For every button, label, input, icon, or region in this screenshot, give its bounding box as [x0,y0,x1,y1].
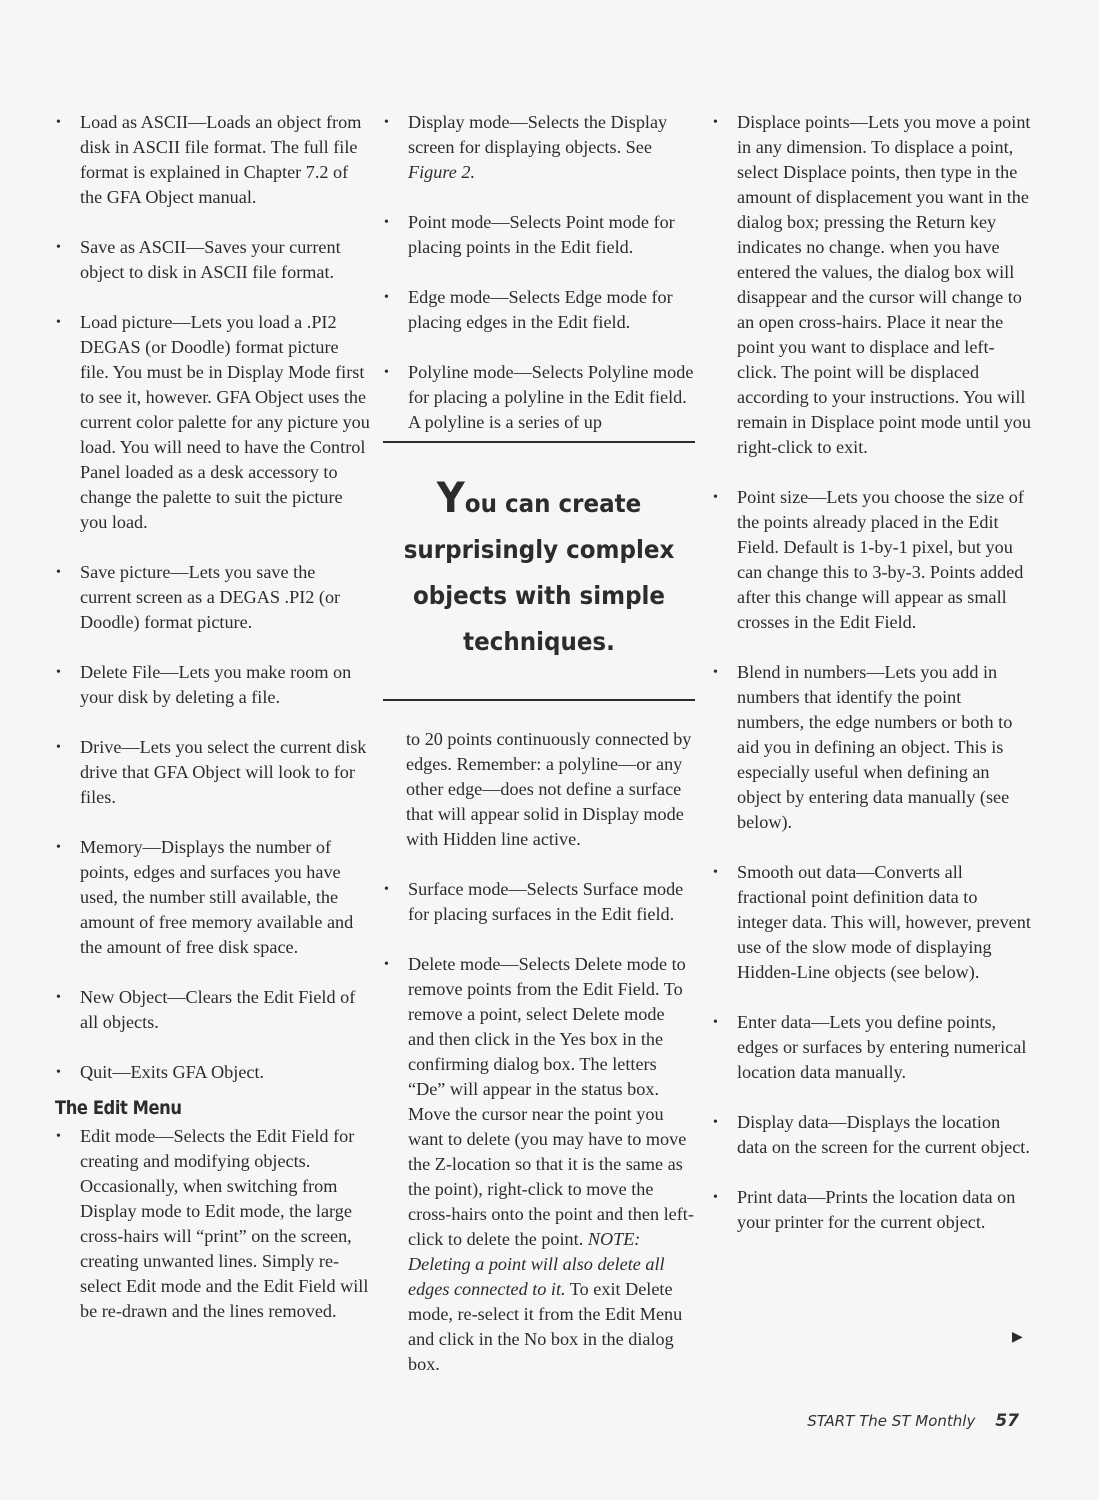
bullet-icon: • [384,957,389,972]
bullet-icon: • [56,240,61,255]
list-item: • Load picture—Lets you load a .PI2 DEGAS (or Doodle) format picture file. You must be in Display Mode first to see it, however. GFA Object uses the current color palette for any picture you load. You will need to have the Control Panel loaded as a desk accessory to change the palette to suit the picture you load. [56,312,370,532]
list-item: • Drive—Lets you select the current disk drive that GFA Object will look to for files. [56,737,367,807]
bullet-icon: • [384,115,389,130]
list-item: • Blend in numbers—Lets you add in numbers that identify the point numbers, the edge numbers or both to aid you in defining an object. This is especially useful when defining an object by entering data manually (see below). [713,662,1013,832]
list-item: • Edit mode—Selects the Edit Field for creating and modifying objects. Occasionally, when switching from Display mode to Edit mode, the large cross-hairs will “print” on the screen, creating unwanted lines. Simply re-select Edit mode and the Edit Field will be re-drawn and the lines removed. [56,1126,369,1321]
bullet-icon: • [713,115,718,130]
list-item: • Point mode—Selects Point mode for placing points in the Edit field. [384,212,675,257]
publication-name: START The ST Monthly [807,1412,976,1430]
list-item: • New Object—Clears the Edit Field of all objects. [56,987,356,1032]
list-item: • Quit—Exits GFA Object. [55,1060,370,1085]
list-item: • Enter data—Lets you define points, edges or surfaces by entering numerical location data manually. [713,1012,1027,1082]
bullet-icon: • [713,1015,718,1030]
pull-quote-text: ou can create surprisingly complex objects with simple techniques. [403,488,675,656]
bullet-icon: • [56,115,61,130]
bullet-icon: • [56,990,61,1005]
pull-quote [383,441,695,701]
bullet-icon: • [384,215,389,230]
bullet-icon: • [384,365,389,380]
bullet-icon: • [384,882,389,897]
page-number: 57 [995,1411,1019,1431]
pull-quote-dropcap: Y [436,472,465,522]
list-item: • Surface mode—Selects Surface mode for placing surfaces in the Edit field. [384,879,684,924]
list-item: • Load as ASCII—Loads an object from disk in ASCII file format. The full file format is explained in Chapter 7.2 of the GFA Object manual. [56,112,362,207]
list-item: • Memory—Displays the number of points, edges and surfaces you have used, the number still available, the amount of free memory available and the amount of free disk space. [56,837,354,957]
column-left [55,110,370,1349]
bullet-icon: • [56,665,61,680]
list-item: • Delete mode—Selects Delete mode to remove points from the Edit Field. To remove a point, select Delete mode and then click in the Yes box in the confirming dialog box. The letters “De” will appear in the status box. Move the cursor near the point you want to delete (you may have to move the Z-location so that it is the same as the point), right-click to move the cross-hairs onto the point and then left-click to delete the point. NOTE: Deleting a point will also delete all edges connected to it. To exit Delete mode, re-select it from the Edit Menu and click in the No box in the dialog box. [384,954,694,1374]
list-item: • Save picture—Lets you save the current screen as a DEGAS .PI2 (or Doodle) format picture. [56,562,341,632]
list-item: • Display mode—Selects the Display screen for displaying objects. See Figure 2. [384,112,668,182]
bullet-icon: • [713,865,718,880]
list-item: • Displace points—Lets you move a point in any dimension. To displace a point, select Displace points, then type in the amount of displacement you want in the dialog box; pressing the Return key indicates no change. when you have entered the values, the dialog box will disappear and the cursor will change to an open cross-hairs. Place it near the point you want to displace and left-click. The point will be displaced according to your instructions. You will remain in Displace point mode until you right-click to exit. [713,112,1031,457]
figure-reference: Figure 2. [408,162,476,182]
continue-arrow-icon: ▶ [1012,1330,1023,1345]
bullet-icon: • [713,1190,718,1205]
bullet-icon: • [713,490,718,505]
column-middle [383,110,695,1402]
list-item: • Edge mode—Selects Edge mode for placing edges in the Edit field. [384,287,673,332]
section-heading: The Edit Menu [55,1097,182,1119]
list-item: • Point size—Lets you choose the size of the points already placed in the Edit Field. Default is 1-by-1 pixel, but you can change this to 3-by-3. Points added after this change will appear as small crosses in the Edit Field. [713,487,1024,632]
list-item: • Smooth out data—Converts all fractional point definition data to integer data. This will, however, prevent use of the slow mode of displaying Hidden-Line objects (see below). [713,862,1031,982]
list-item: • Save as ASCII—Saves your current object to disk in ASCII file format. [56,237,341,282]
bullet-icon: • [384,290,389,305]
list-item: • Polyline mode—Selects Polyline mode for placing a polyline in the Edit field. A polyline is a series of up [384,362,694,432]
bullet-icon: • [56,315,61,330]
list-item: • Print data—Prints the location data on your printer for the current object. [713,1187,1016,1232]
bullet-icon: • [713,1115,718,1130]
list-item-continuation: to 20 points continuously connected by edges. Remember: a polyline—or any other edge—does not define a surface that will appear solid in Display mode with Hidden line active. [406,729,692,849]
note-text: NOTE: Deleting a point will also delete all edges connected to it. [408,1229,665,1299]
list-item: • Delete File—Lets you make room on your disk by deleting a file. [56,662,352,707]
list-item: • Display data—Displays the location data on the screen for the current object. [713,1112,1030,1157]
bullet-icon: • [56,840,61,855]
bullet-icon: • [56,565,61,580]
bullet-icon: • [56,1065,61,1080]
column-right [712,110,1032,1260]
page-footer [807,1411,1019,1431]
bullet-icon: • [713,665,718,680]
bullet-icon: • [56,1129,61,1144]
bullet-icon: • [56,740,61,755]
